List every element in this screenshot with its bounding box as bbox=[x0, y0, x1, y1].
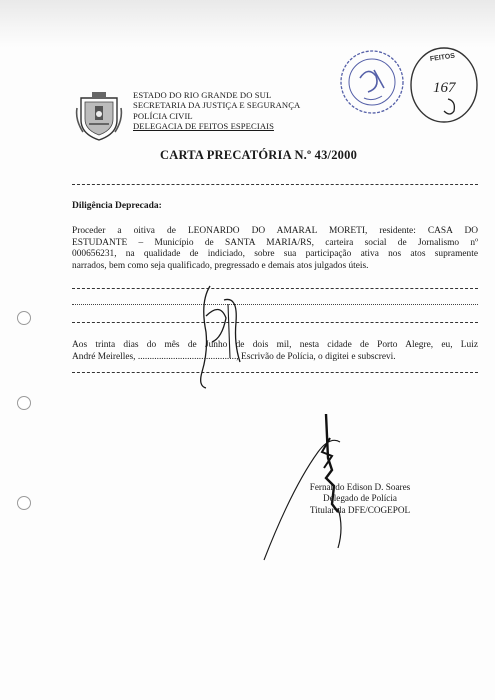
divider bbox=[72, 304, 478, 305]
round-stamp-icon bbox=[338, 48, 406, 116]
header-state: ESTADO DO RIO GRANDE DO SUL bbox=[133, 90, 272, 100]
scan-shadow bbox=[0, 0, 495, 48]
paragraph-line: narrados, bem como seja qualificado, pregressado e demais atos julgados úteis. bbox=[72, 260, 369, 271]
header-police: POLÍCIA CIVIL bbox=[133, 110, 193, 121]
letterhead bbox=[133, 90, 333, 132]
section-heading: Diligência Deprecada: bbox=[72, 201, 162, 211]
page-number-stamp-icon bbox=[408, 45, 480, 125]
signatory-office: Titular da DFE/COGEPOL bbox=[309, 504, 411, 515]
page-title: CARTA PRECATÓRIA N.º 43/2000 bbox=[160, 148, 358, 162]
punch-hole bbox=[17, 396, 31, 410]
signatory-name: Fernando Edison D. Soares bbox=[309, 482, 411, 492]
punch-hole bbox=[17, 311, 31, 325]
divider bbox=[72, 288, 478, 289]
divider bbox=[72, 322, 478, 323]
paragraph-line: Proceder a oitiva de LEONARDO DO AMARAL MORETI, residente: CASA DO bbox=[72, 226, 478, 236]
paragraph-line: Aos trinta dias do mês de Junho de dois mil, nesta cidade de Porto Alegre, eu, Luiz bbox=[72, 340, 478, 350]
coat-of-arms-icon bbox=[75, 90, 123, 142]
paragraph-line: André Meirelles, .........................................., Escrivão de Polícia, o digitei e subscrevi. bbox=[72, 351, 396, 362]
diligence-paragraph bbox=[72, 226, 478, 272]
punch-hole bbox=[17, 496, 31, 510]
divider bbox=[72, 184, 478, 185]
signatory-role: Delegado de Polícia bbox=[323, 493, 397, 504]
stamp-number: 167 bbox=[433, 80, 456, 96]
paragraph-line: 000656231, na qualidade de indiciado, sobre sua participação ativa nos atos supramente bbox=[72, 249, 478, 260]
divider bbox=[72, 372, 478, 373]
paragraph-line: ESTUDANTE – Município de SANTA MARIA/RS, carteira social de Jornalismo nº bbox=[72, 237, 478, 248]
header-secretariat: SECRETARIA DA JUSTIÇA E SEGURANÇA bbox=[133, 100, 301, 111]
stamp-label: FEITOS bbox=[429, 52, 456, 64]
header-department: DELEGACIA DE FEITOS ESPECIAIS bbox=[133, 121, 274, 132]
signature-block bbox=[290, 482, 430, 516]
clerk-signature-icon bbox=[192, 282, 252, 392]
closing-paragraph bbox=[72, 340, 478, 363]
